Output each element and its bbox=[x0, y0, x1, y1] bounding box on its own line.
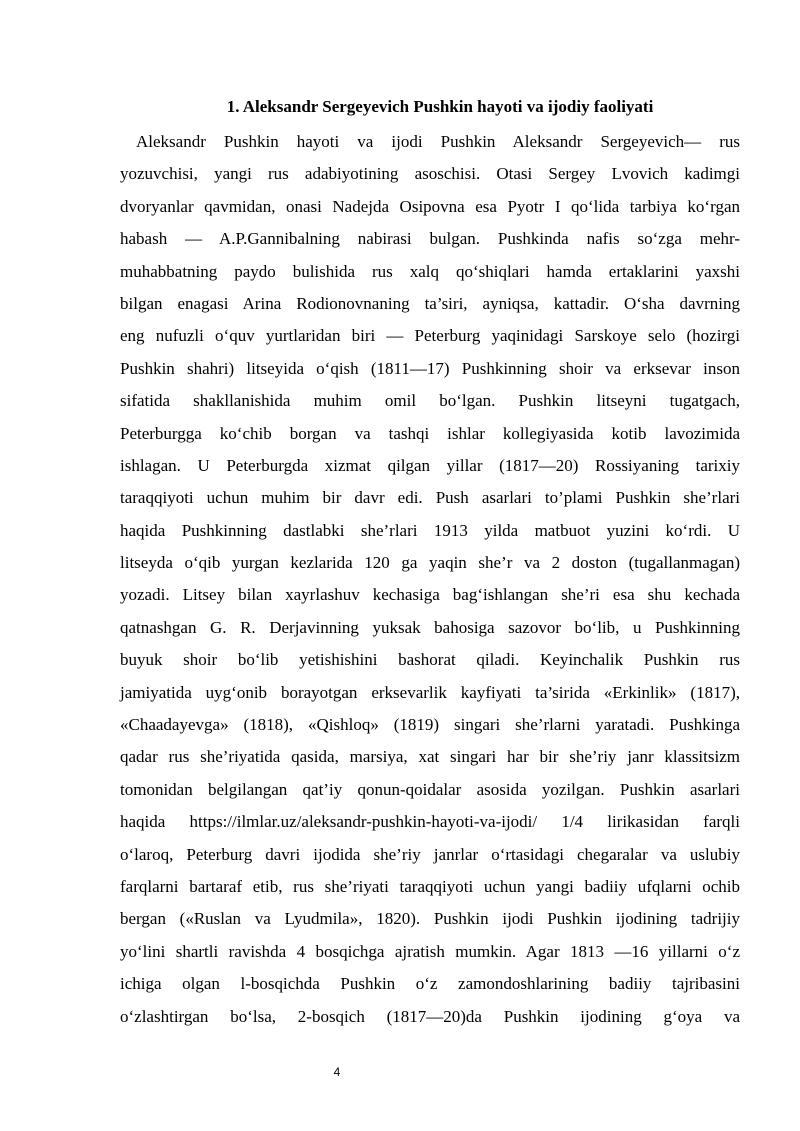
text-line: Pushkin shahri) litseyida o‘qish (1811—17) Pushkinning shoir va erksevar inson bbox=[120, 358, 740, 378]
text-line: muhabbatning paydo bulishida rus xalq qo‘shiqlari hamda ertaklarini yaxshi bbox=[120, 261, 740, 281]
text-line: buyuk shoir bo‘lib yetishishini bashorat qiladi. Keyinchalik Pushkin rus bbox=[120, 650, 740, 670]
text-line: ichiga olgan l-bosqichda Pushkin o‘z zamondoshlarining badiiy tajribasini bbox=[120, 974, 740, 994]
text-line: tomonidan belgilangan qat’iy qonun-qoidalar asosida yozilgan. Pushkin asarlari bbox=[120, 779, 740, 799]
text-line: taraqqiyoti uchun muhim bir davr edi. Push asarlari to’plami Pushkin she’rlari bbox=[120, 488, 740, 508]
text-line: qadar rus she’riyatida qasida, marsiya, xat singari har bir she’riy janr klassitsizm bbox=[120, 747, 740, 767]
text-line: yozadi. Litsey bilan xayrlashuv kechasiga bag‘ishlangan she’ri esa shu kechada bbox=[120, 585, 740, 605]
text-line: qatnashgan G. R. Derjavinning yuksak bahosiga sazovor bo‘lib, u Pushkinning bbox=[120, 617, 740, 637]
page-number: 4 bbox=[333, 1065, 341, 1079]
text-line: jamiyatida uyg‘onib borayotgan erksevarlik kayfiyati ta’sirida «Erkinlik» (1817), bbox=[120, 682, 740, 702]
text-line: haqida https://ilmlar.uz/aleksandr-pushkin-hayoti-va-ijodi/ 1/4 lirikasidan farqli bbox=[120, 812, 740, 832]
text-line: bergan («Ruslan va Lyudmila», 1820). Pushkin ijodi Pushkin ijodining tadrijiy bbox=[120, 909, 740, 929]
text-line: yo‘lini shartli ravishda 4 bosqichga ajratish mumkin. Agar 1813 —16 yillarni o‘z bbox=[120, 941, 740, 961]
text-line: o‘laroq, Peterburg davri ijodida she’riy janrlar o‘rtasidagi chegaralar va uslubiy bbox=[120, 844, 740, 864]
text-line: sifatida shakllanishida muhim omil bo‘lgan. Pushkin litseyni tugatgach, bbox=[120, 391, 740, 411]
text-line: dvoryanlar qavmidan, onasi Nadejda Osipovna esa Pyotr I qo‘lida tarbiya ko‘rgan bbox=[120, 196, 740, 216]
section-heading: 1. Aleksandr Sergeyevich Pushkin hayoti va ijodiy faoliyati bbox=[226, 97, 654, 116]
text-line: bilgan enagasi Arina Rodionovnaning ta’siri, ayniqsa, kattadir. O‘sha davrning bbox=[120, 293, 740, 313]
text-line: Peterburgga ko‘chib borgan va tashqi ishlar kollegiyasida kotib lavozimida bbox=[120, 423, 740, 443]
text-line: ishlagan. U Peterburgda xizmat qilgan yillar (1817—20) Rossiyaning tarixiy bbox=[120, 455, 740, 475]
text-line: eng nufuzli o‘quv yurtlaridan biri — Peterburg yaqinidagi Sarskoye selo (hozirgi bbox=[120, 326, 740, 346]
text-line: yozuvchisi, yangi rus adabiyotining asoschisi. Otasi Sergey Lvovich kadimgi bbox=[120, 164, 740, 184]
text-line: Aleksandr Pushkin hayoti va ijodi Pushkin Aleksandr Sergeyevich— rus bbox=[136, 132, 740, 151]
text-line: «Chaadayevga» (1818), «Qishloq» (1819) singari she’rlarni yaratadi. Pushkinga bbox=[120, 715, 740, 735]
text-line: haqida Pushkinning dastlabki she’rlari 1913 yilda matbuot yuzini ko‘rdi. U bbox=[120, 520, 740, 540]
text-line: o‘zlashtirgan bo‘lsa, 2-bosqich (1817—20)da Pushkin ijodining g‘oya va bbox=[120, 1006, 740, 1026]
text-line: farqlarni bartaraf etib, rus she’riyati taraqqiyoti uchun yangi badiiy ufqlarni ochib bbox=[120, 876, 740, 896]
body-paragraph bbox=[120, 126, 740, 1033]
text-line: litseyda o‘qib yurgan kezlarida 120 ga yaqin she’r va 2 doston (tugallanmagan) bbox=[120, 553, 740, 573]
text-line: habash — A.P.Gannibalning nabirasi bulgan. Pushkinda nafis so‘zga mehr- bbox=[120, 229, 740, 249]
